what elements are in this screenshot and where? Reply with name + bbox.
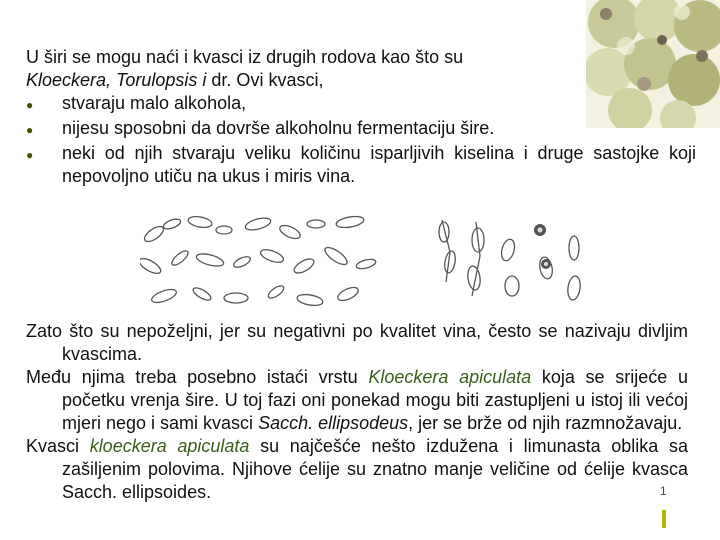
paragraph-2-start: Među njima treba posebno istaći vrstu bbox=[26, 367, 369, 387]
bullet-dot-icon: ● bbox=[26, 148, 34, 162]
paragraph-3 bbox=[26, 435, 688, 504]
bullet-text: stvaraju malo alkohola, bbox=[62, 93, 247, 113]
paragraph-3-end: su najčešće nešto izdužena i limunasta oblika sa zašiljenim polovima. Njihove ćelije su znatno manje veličine od ćelije kvasca Sacch. ellipsoides. bbox=[62, 436, 688, 502]
paragraph-2-end: , jer se brže od njih razmnožavaju. bbox=[408, 413, 683, 433]
bullet-text: nijesu sposobni da dovrše alkoholnu fermentaciju šire. bbox=[62, 118, 495, 138]
bullet-item bbox=[26, 142, 696, 188]
intro-line-2 bbox=[26, 69, 696, 92]
page-accent-bar bbox=[662, 510, 666, 528]
bullet-text: neki od njih stvaraju veliku količinu isparljivih kiselina i druge sastojke koji nepovoljno utiču na ukus i miris vina. bbox=[62, 143, 696, 186]
bullet-dot-icon: ● bbox=[26, 123, 34, 137]
yeast-micrograph-right bbox=[428, 212, 586, 310]
intro-text bbox=[26, 46, 696, 188]
species-name: kloeckera apiculata bbox=[89, 436, 250, 456]
bullet-item bbox=[26, 92, 696, 117]
page-number: 1 bbox=[660, 484, 667, 498]
paragraph-2-middle: koja se srijeće u početku vrenja šire. U toj fazi oni ponekad mogu biti zastupljeni u istoj ili većoj mjeri nego i sami kvasci bbox=[62, 367, 688, 433]
paragraph-1: Zato što su nepoželjni, jer su negativni po kvalitet vina, često se nazivaju divljim kvascima. bbox=[26, 321, 688, 364]
yeast-micrograph-left bbox=[140, 212, 385, 310]
paragraph-2 bbox=[26, 366, 688, 435]
sacch-name: Sacch. ellipsodeus bbox=[258, 413, 409, 433]
bullet-item bbox=[26, 117, 696, 142]
main-text bbox=[26, 320, 688, 504]
intro-line-1: U širi se mogu naći i kvasci iz drugih rodova kao što su bbox=[26, 47, 464, 67]
species-name: Kloeckera apiculata bbox=[368, 367, 532, 387]
intro-line-2-rest: dr. Ovi kvasci, bbox=[206, 70, 324, 90]
paragraph-3-start: Kvasci bbox=[26, 436, 90, 456]
genus-names: Kloeckera, Torulopsis i bbox=[26, 70, 207, 90]
bullet-dot-icon: ● bbox=[26, 98, 34, 112]
